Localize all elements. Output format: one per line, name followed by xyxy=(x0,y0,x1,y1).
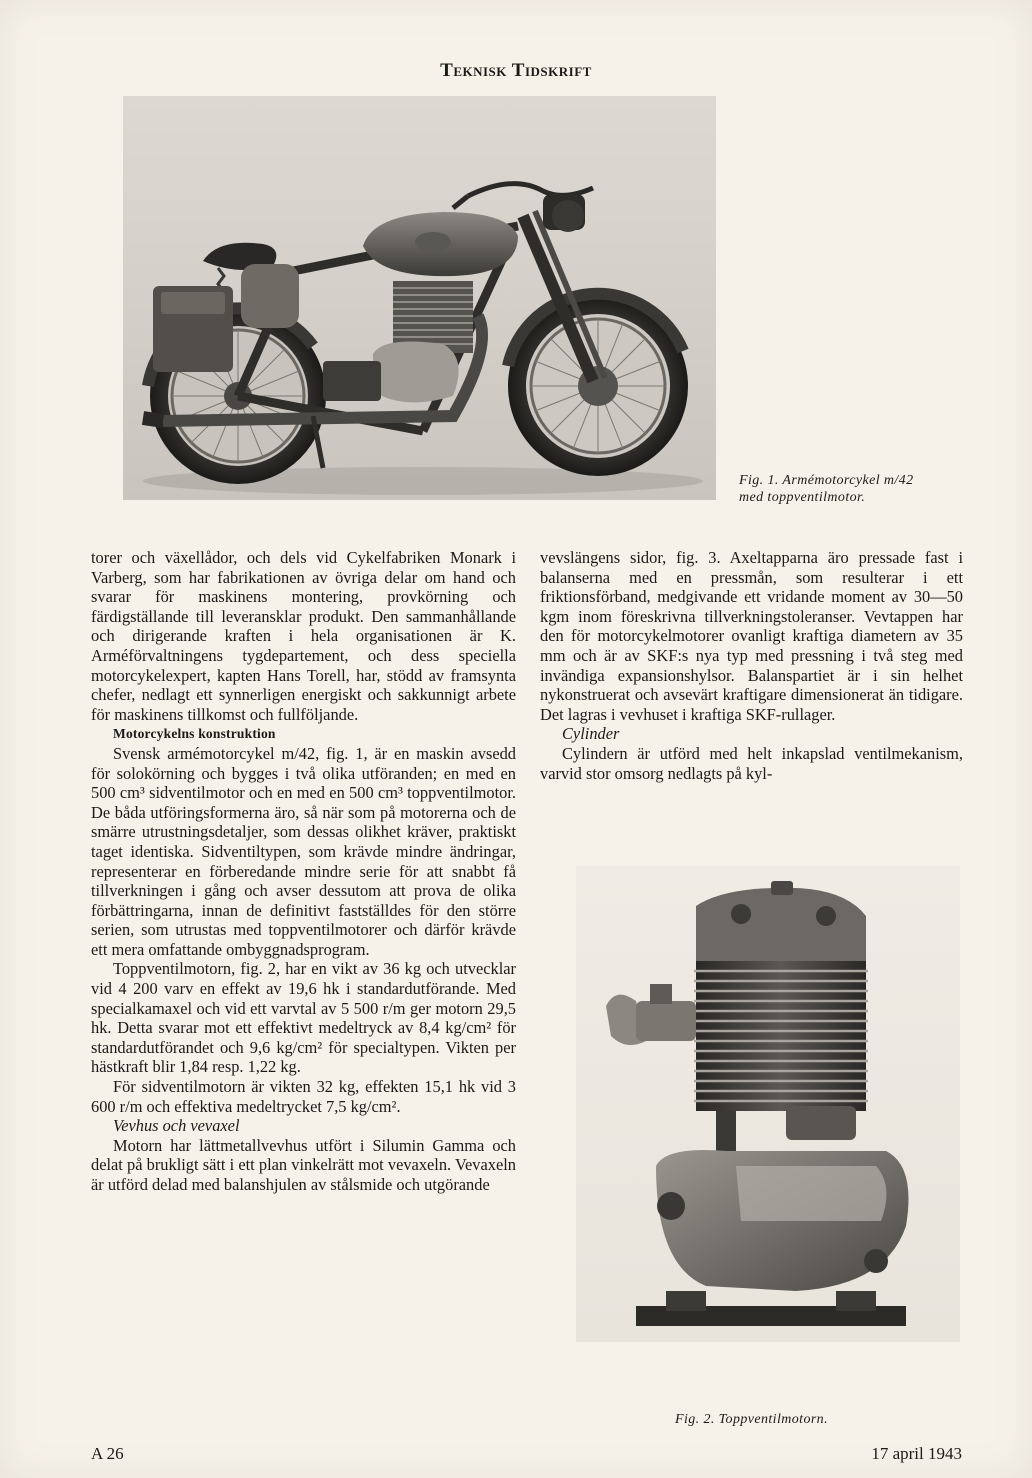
page-number: A 26 xyxy=(91,1444,124,1463)
paragraph: För sidventilmotorn är vikten 32 kg, effekten 15,1 hk vid 3 600 r/m och effektiva medeltrycket 7,5 kg/cm². xyxy=(91,1077,516,1116)
figure-2-caption: Fig. 2. Toppventilmotorn. xyxy=(675,1412,828,1427)
issue-date: 17 april 1943 xyxy=(871,1444,962,1463)
figure-1-motorcycle-photo xyxy=(123,96,716,500)
engine-illustration xyxy=(576,866,960,1342)
running-head: Teknisk Tidskrift xyxy=(440,60,592,81)
paragraph: Cylindern är utförd med helt inkapslad ventilmekanism, varvid stor omsorg nedlagts på kyl- xyxy=(540,743,963,783)
left-column xyxy=(91,548,516,1195)
section-heading: Motorcykelns konstruktion xyxy=(113,726,276,742)
paragraph: torer och växellådor, och dels vid Cykelfabriken Monark i Varberg, som har fabrikationen av övriga delar om hand och svarar för maskinens montering, provkörning och färdigställande till leveransklar produkt. Den sammanhållande och dirigerande kraften i hela organisationen är K. Arméförvaltningens tygdepartement, och dess speciella motorcykelexpert, kapten Hans Torell, har, stödd av framsynta chefer, nedlagt ett synnerligen energiskt och sakkunnigt arbete för maskinens tillkomst och fullföljande. xyxy=(91,548,516,724)
paragraph: Toppventilmotorn, fig. 2, har en vikt av 36 kg och utvecklar vid 4 200 varv en effekt av 19,6 hk i standardutförande. Med specialkamaxel och vid ett varvtal av 5 500 r/m ger motorn 29,5 hk. Detta svarar mot ett effektivt medeltryck av 8,4 kg/cm² för standardutförandet och 9,6 kg/cm² för specialtypen. Vikten per hästkraft blir 1,84 resp. 1,22 kg. xyxy=(91,959,516,1077)
subsection-heading: Cylinder xyxy=(562,724,620,744)
subsection-heading: Vevhus och vevaxel xyxy=(113,1116,240,1136)
crankcase xyxy=(656,1150,909,1291)
engine xyxy=(323,281,473,402)
cylinder-fins xyxy=(694,961,868,1111)
figure-1-caption-line2: med toppventilmotor. xyxy=(739,490,866,505)
figure-2-engine-photo xyxy=(576,866,960,1342)
paragraph: vevslängens sidor, fig. 3. Axeltapparna äro pressade fast i balanserna med en pressmån, som resulterar i ett friktionsförband, medgivande ett vridande moment av 30—50 kgm inom föreskrivna tillverkningstoleranser. Vevtappen har den för motorcykelmotorer ovanligt kraftiga diametern av 35 mm och är av SKF:s nya typ med pressning i två steg med invändiga expansionshylsor. Balanspartiet är i sin helhet nykonstruerat och avsevärt kraftigare dimensionerat än tidigare. Det lagras i vevhuset i kraftiga SKF-rullager. xyxy=(540,548,963,724)
figure-1-caption xyxy=(739,472,959,506)
carburettor xyxy=(606,984,696,1045)
right-column xyxy=(540,548,963,783)
paragraph: Motorn har lättmetallvevhus utfört i Silumin Gamma och delat på brukligt sätt i ett plan vinkelrätt mot vevaxeln. Vevaxeln är utförd delad med balanshjulen av stålsmide och utgörande xyxy=(91,1135,516,1194)
figure-1-caption-line1: Fig. 1. Armémotorcykel m/42 xyxy=(739,473,914,488)
paragraph: Svensk armémotorcykel m/42, fig. 1, är en maskin avsedd för solokörning och bygges i två olika utföranden; en med en 500 cm³ sidventilmotor och en med en 500 cm³ toppventilmotor. De båda utföringsformerna äro, så när som på motorerna och de smärre utrustningsdetaljer, som dessas olikhet kräver, praktiskt taget identiska. Sidventiltypen, som krävde mindre ändringar, representerar en förberedande mindre serie för att snabbt få tillverkningen i gång och avser dessutom att prova de olika förbättringarna, innan de definitivt fastställdes för den större serien, som utrustas med toppventilmotorer och därför krävde ett mera omfattande ombyggnadsprogram. xyxy=(91,743,516,959)
rocker-box xyxy=(696,881,866,961)
motorcycle-illustration xyxy=(123,96,716,500)
front-wheel xyxy=(508,294,688,476)
fuel-tank xyxy=(363,212,518,276)
